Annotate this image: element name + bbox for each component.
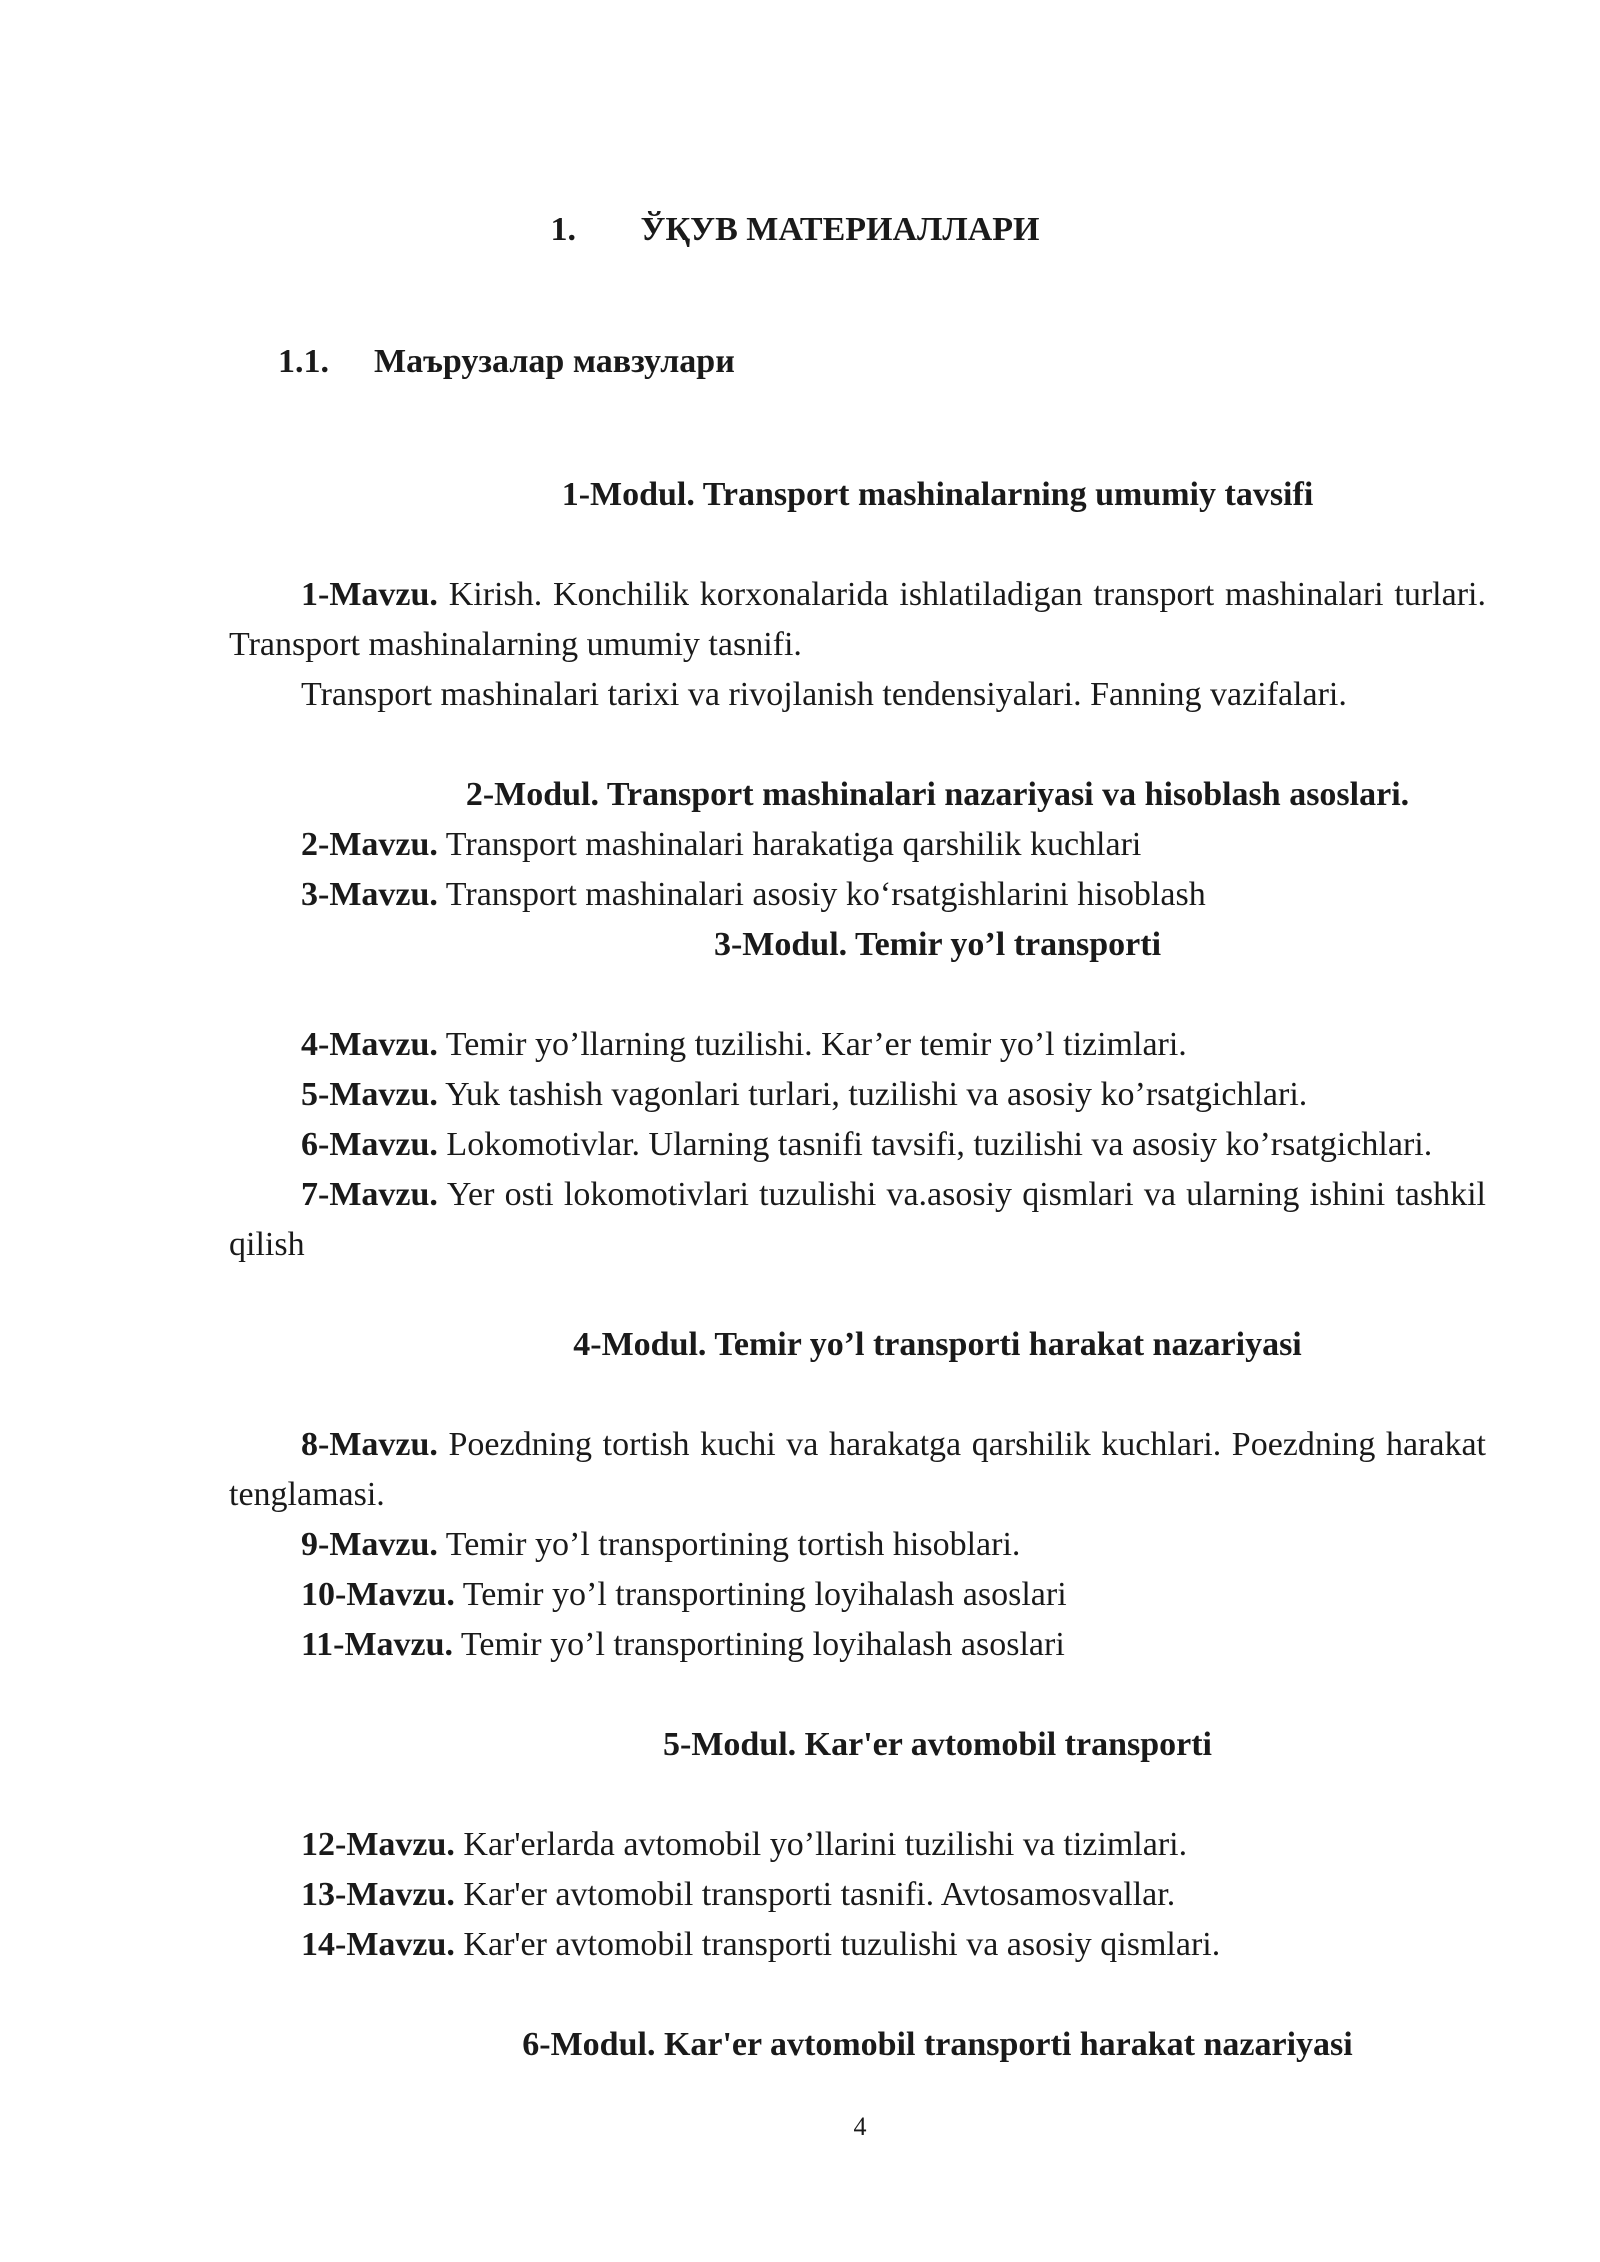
- topic-item: [229, 1870, 1486, 1920]
- topic-item: [229, 1820, 1486, 1870]
- topic-item: [229, 1170, 1486, 1270]
- topic-item: [229, 1120, 1486, 1170]
- topic-item: [229, 570, 1486, 670]
- module-heading: 4-Modul. Temir yo’l transporti harakat nazariyasi: [573, 1326, 1302, 1363]
- blank-line: [229, 970, 1486, 1020]
- topic-text: Temir yo’llarning tuzilishi. Kar’er temir yo’l tizimlari.: [437, 1026, 1187, 1063]
- topic-text: Transport mashinalari asosiy koʻrsatgishlarini hisoblash: [437, 876, 1206, 913]
- blank-line: [229, 1270, 1486, 1320]
- topic-label: 4-Mavzu.: [301, 1026, 438, 1063]
- topic-label: 2-Mavzu.: [301, 826, 438, 863]
- topic-label: 13-Mavzu.: [301, 1876, 455, 1913]
- blank-line: [229, 1970, 1486, 2020]
- blank-line: [229, 1370, 1486, 1420]
- topic-text: Poezdning tortish kuchi va harakatga qarshilik kuchlari. Poezdning harakat tenglamasi.: [229, 1426, 1486, 1513]
- topic-label: 7-Mavzu.: [301, 1176, 438, 1213]
- topic-text: Temir yo’l transportining loyihalash asoslari: [454, 1576, 1067, 1613]
- topic-item: [229, 1420, 1486, 1520]
- paragraph: Transport mashinalari tarixi va rivojlanish tendensiyalari. Fanning vazifalari.: [301, 676, 1347, 713]
- topic-label: 6-Mavzu.: [301, 1126, 438, 1163]
- topic-text: Kar'er avtomobil transporti tasnifi. Avtosamosvallar.: [454, 1876, 1176, 1913]
- module-heading: 6-Modul. Kar'er avtomobil transporti harakat nazariyasi: [522, 2026, 1353, 2063]
- blank-line: [229, 520, 1486, 570]
- topic-item: [229, 1620, 1486, 1670]
- topic-item: [229, 1070, 1486, 1120]
- topic-text: Kirish. Konchilik korxonalarida ishlatiladigan transport mashinalari turlari. Transport mashinalarning umumiy tasnifi.: [229, 576, 1486, 663]
- topic-text: Yuk tashish vagonlari turlari, tuzilishi va asosiy ko’rsatgichlari.: [437, 1076, 1308, 1113]
- topic-item: [229, 1520, 1486, 1570]
- topic-label: 8-Mavzu.: [301, 1426, 438, 1463]
- topic-item: [229, 1570, 1486, 1620]
- topic-item: [229, 1020, 1486, 1070]
- topic-text: Temir yo’l transportining tortish hisoblari.: [437, 1526, 1021, 1563]
- topic-text: Temir yo’l transportining loyihalash asoslari: [453, 1626, 1065, 1663]
- blank-line: [229, 720, 1486, 770]
- topic-text: Lokomotivlar. Ularning tasnifi tavsifi, tuzilishi va asosiy ko’rsatgichlari.: [437, 1126, 1433, 1163]
- blank-line: [229, 1670, 1486, 1720]
- topic-label: 14-Mavzu.: [301, 1926, 455, 1963]
- blank-line: [229, 1770, 1486, 1820]
- section-title-text: Маърузалар мавзулари: [374, 343, 735, 380]
- topic-text: Transport mashinalari harakatiga qarshilik kuchlari: [437, 826, 1142, 863]
- topic-text: Kar'er avtomobil transporti tuzulishi va asosiy qismlari.: [454, 1926, 1221, 1963]
- chapter-heading: [0, 208, 1600, 252]
- topic-label: 1-Mavzu.: [301, 576, 438, 613]
- page-number: 4: [853, 2112, 867, 2141]
- module-heading: 2-Modul. Transport mashinalari nazariyasi va hisoblash asoslari.: [465, 776, 1410, 813]
- module-heading: 1-Modul. Transport mashinalarning umumiy tavsifi: [561, 476, 1314, 513]
- topic-label: 9-Mavzu.: [301, 1526, 438, 1563]
- section-number: 1.1.: [278, 343, 329, 380]
- topic-item: [229, 820, 1486, 870]
- lecture-topics-list: [229, 470, 1486, 2070]
- topic-label: 5-Mavzu.: [301, 1076, 438, 1113]
- topic-text: Yer osti lokomotivlari tuzulishi va.asosiy qismlari va ularning ishini tashkil qilish: [229, 1176, 1486, 1263]
- section-heading: [278, 340, 735, 384]
- topic-label: 3-Mavzu.: [301, 876, 438, 913]
- module-heading: 5-Modul. Kar'er avtomobil transporti: [663, 1726, 1212, 1763]
- topic-text: Kar'erlarda avtomobil yo’llarini tuzilishi va tizimlari.: [454, 1826, 1188, 1863]
- topic-label: 12-Mavzu.: [301, 1826, 455, 1863]
- module-heading: 3-Modul. Temir yo’l transporti: [713, 926, 1162, 963]
- chapter-number: 1.: [550, 211, 577, 248]
- topic-label: 11-Mavzu.: [301, 1626, 454, 1663]
- topic-item: [229, 1920, 1486, 1970]
- topic-item: [229, 870, 1486, 920]
- chapter-title-text: ЎҚУВ МАТЕРИАЛЛАРИ: [640, 211, 1040, 248]
- topic-label: 10-Mavzu.: [301, 1576, 455, 1613]
